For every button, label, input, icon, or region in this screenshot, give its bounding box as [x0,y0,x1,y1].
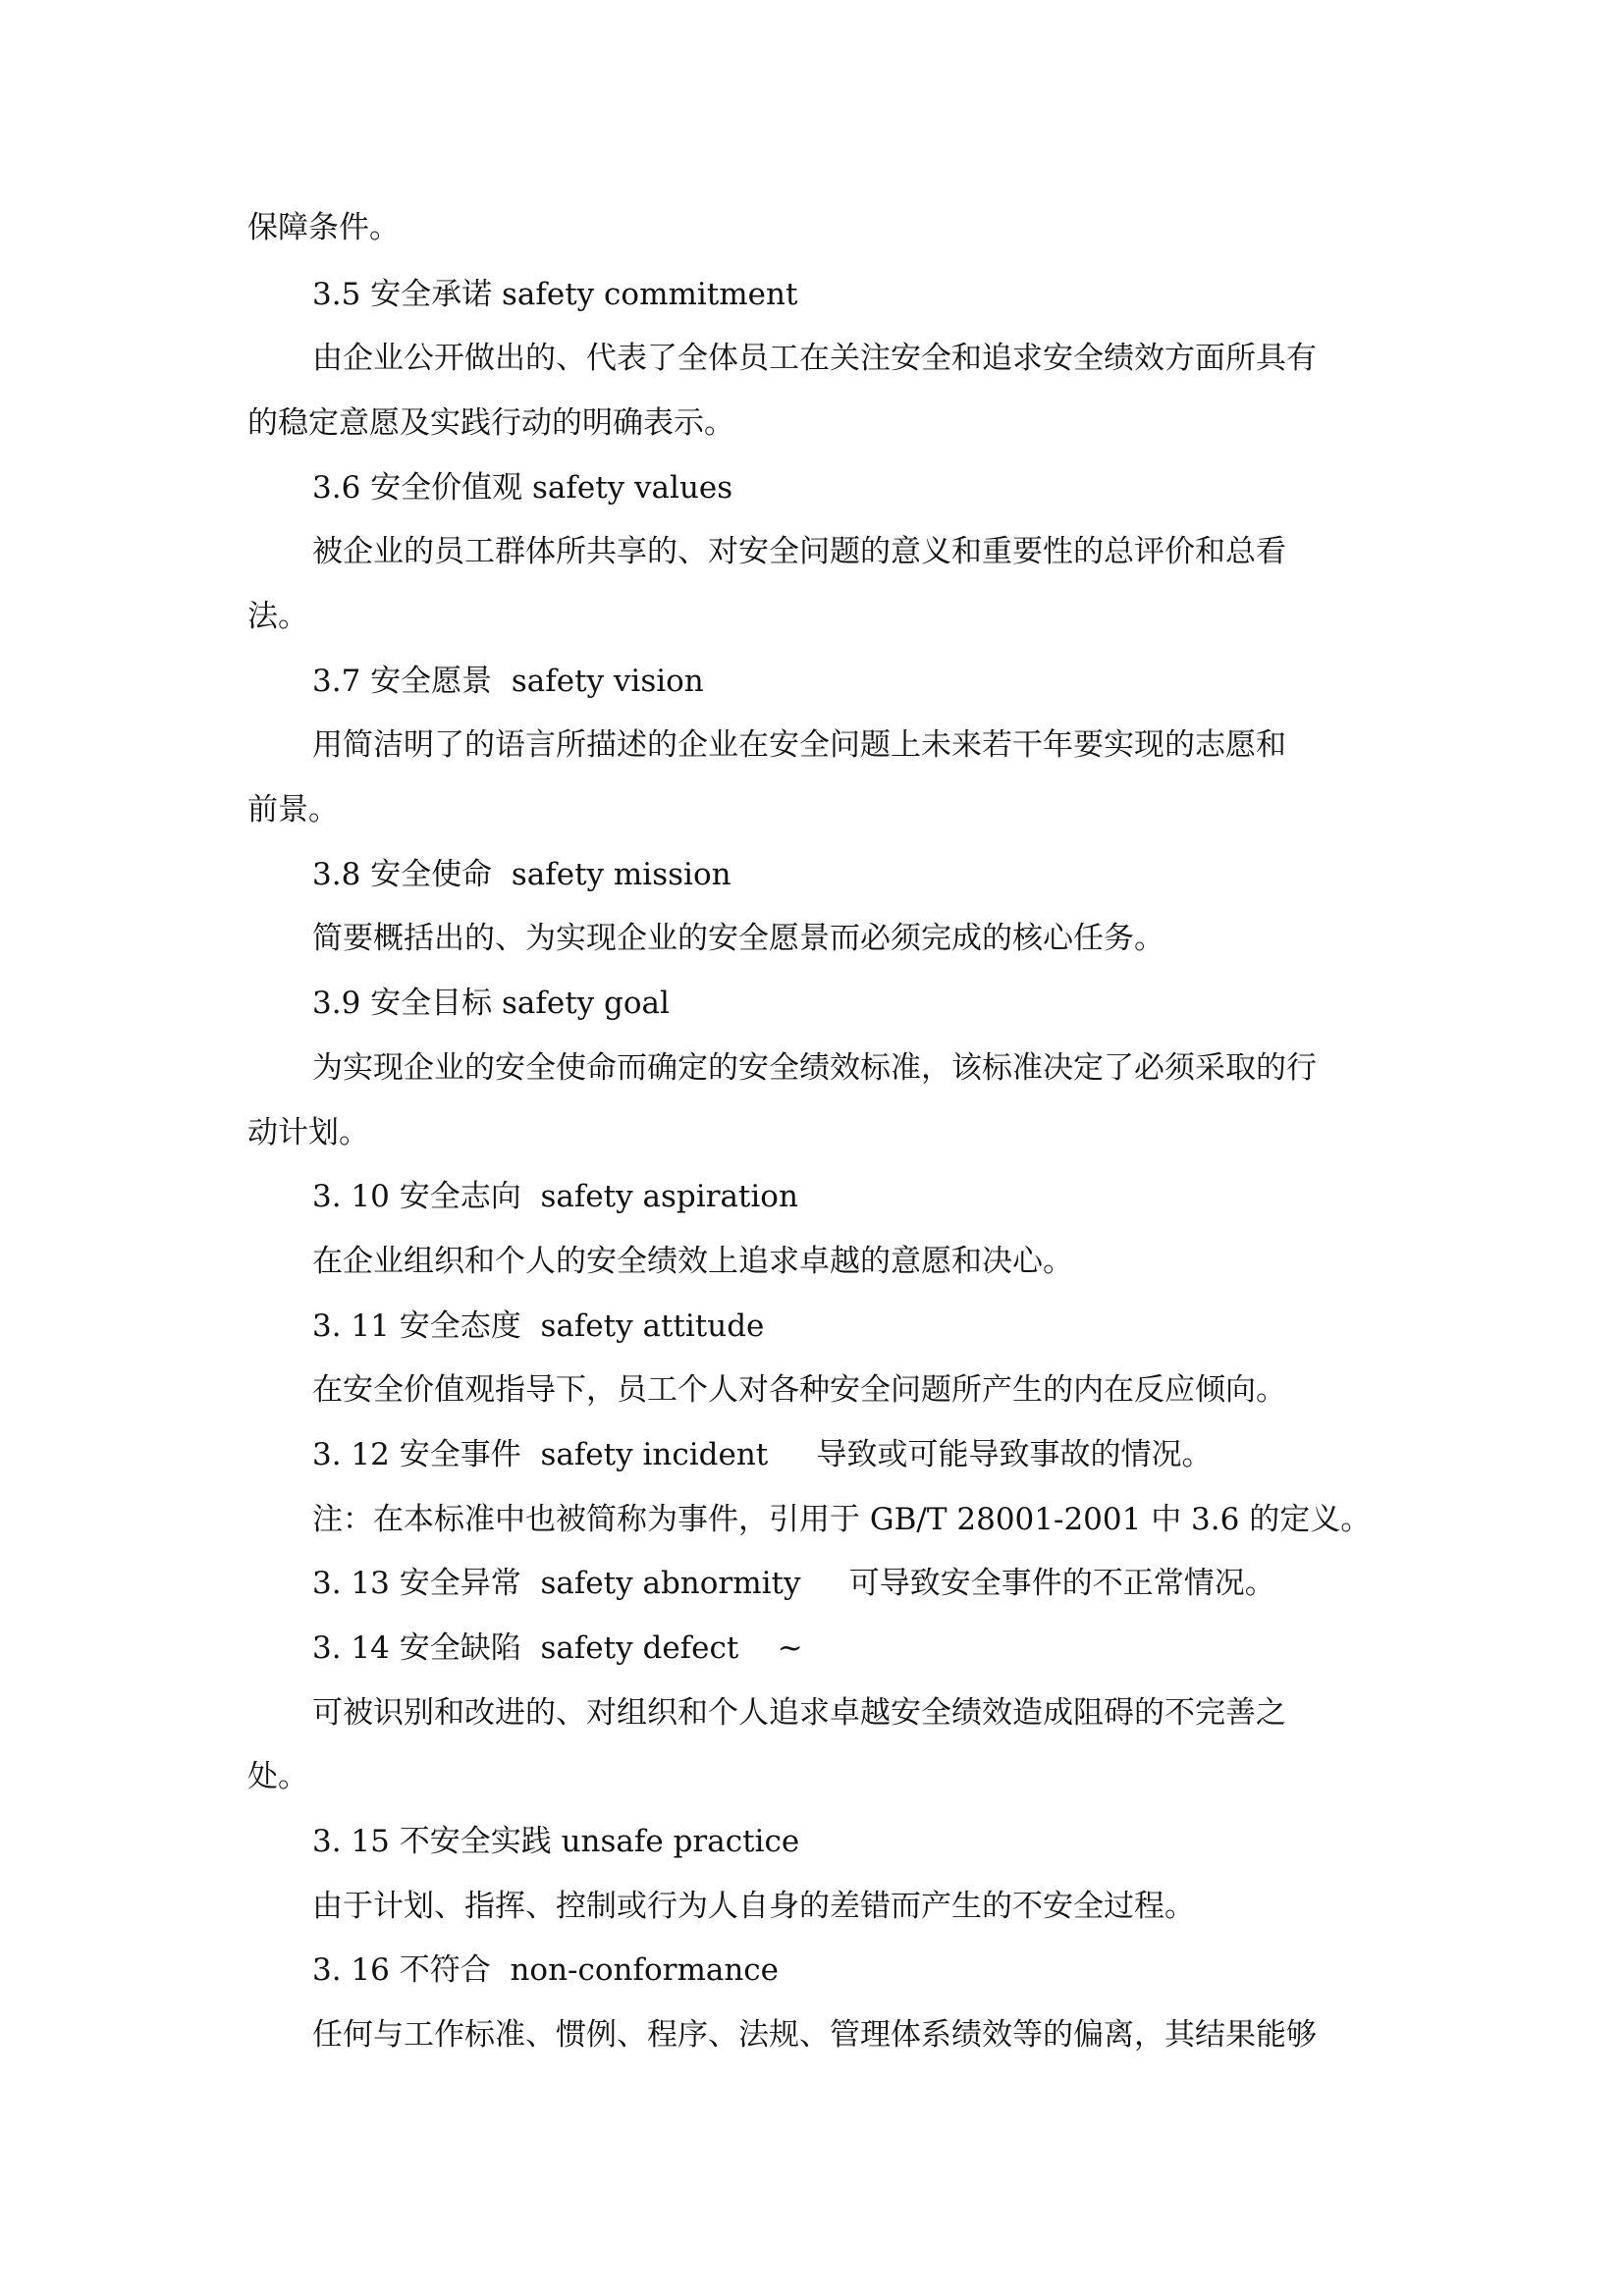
term-heading-3-16 [312,1950,779,1990]
term-heading-3-15 [312,1822,799,1861]
term-heading-3-9 [312,984,670,1023]
line-text: 用简洁明了的语言所描述的企业在安全问题上未来若干年要实现的志愿和 [312,727,1286,763]
definition-line [247,790,339,829]
definition-line [312,1242,1073,1281]
term-heading-3-13 [312,1564,1275,1603]
line-text: 3.5 安全承诺 safety commitment [312,277,798,312]
continuation-line [247,208,400,247]
term-heading-3-12 [312,1435,1213,1474]
note-line [312,1500,1371,1539]
line-text: 处。 [247,1759,308,1794]
line-text: 法。 [247,599,308,634]
line-text: 在安全价值观指导下，员工个人对各种安全问题所产生的内在反应倾向。 [312,1372,1286,1408]
line-text: 3. 16 不符合 non-conformance [312,1952,780,1988]
line-text: 任何与工作标准、惯例、程序、法规、管理体系绩效等的偏离，其结果能够 [312,2017,1317,2053]
line-text: 在企业组织和个人的安全绩效上追求卓越的意愿和决心。 [312,1244,1073,1279]
definition-line [247,597,308,636]
line-text: 简要概括出的、为实现企业的安全愿景而必须完成的核心任务。 [312,921,1164,956]
definition-line [247,1757,308,1796]
line-text: 的稳定意愿及实践行动的明确表示。 [247,405,734,441]
term-heading-3-6 [312,468,732,507]
line-text: 3.6 安全价值观 safety values [312,470,733,506]
term-heading-3-11 [312,1307,764,1346]
line-text: 动计划。 [247,1115,369,1150]
definition-line [312,1048,1317,1088]
line-text: 注：在本标准中也被简称为事件，引用于 GB/T 28001-2001 中 3.6 的定义。 [312,1502,1372,1537]
term-heading-3-5 [312,275,797,314]
definition-line [312,1887,1195,1926]
line-text: 3. 11 安全态度 safety attitude [312,1308,765,1344]
definition-line [312,339,1317,378]
line-text: 3. 13 安全异常 safety abnormity 可导致安全事件的不正常情况。 [312,1566,1275,1601]
line-text: 3. 10 安全志向 safety aspiration [312,1179,798,1214]
definition-line [312,919,1164,958]
line-text: 可被识别和改进的、对组织和个人追求卓越安全绩效造成阻碍的不完善之 [312,1695,1286,1731]
definition-line [312,725,1286,765]
definition-line [247,1113,369,1152]
line-text: 3.8 安全使命 safety mission [312,857,731,892]
line-text: 前景。 [247,792,339,828]
definition-line [312,1370,1286,1410]
term-heading-3-10 [312,1177,798,1216]
line-text: 3.7 安全愿景 safety vision [312,664,704,699]
line-text: 3. 14 安全缺陷 safety defect ~ [312,1630,803,1666]
definition-line [247,403,734,443]
term-heading-3-8 [312,855,731,894]
definition-line [312,532,1286,571]
line-text: 为实现企业的安全使命而确定的安全绩效标准，该标准决定了必须采取的行 [312,1050,1317,1086]
line-text: 由于计划、指挥、控制或行为人自身的差错而产生的不安全过程。 [312,1889,1195,1924]
line-text: 由企业公开做出的、代表了全体员工在关注安全和追求安全绩效方面所具有 [312,341,1317,376]
line-text: 3. 12 安全事件 safety incident 导致或可能导致事故的情况。 [312,1437,1213,1472]
line-text: 3. 15 不安全实践 unsafe practice [312,1824,800,1859]
term-heading-3-14 [312,1629,803,1668]
line-text: 保障条件。 [247,210,400,245]
line-text: 被企业的员工群体所共享的、对安全问题的意义和重要性的总评价和总看 [312,534,1286,569]
definition-line [312,2015,1317,2055]
definition-line [312,1693,1286,1733]
line-text: 3.9 安全目标 safety goal [312,986,670,1021]
term-heading-3-7 [312,662,704,701]
